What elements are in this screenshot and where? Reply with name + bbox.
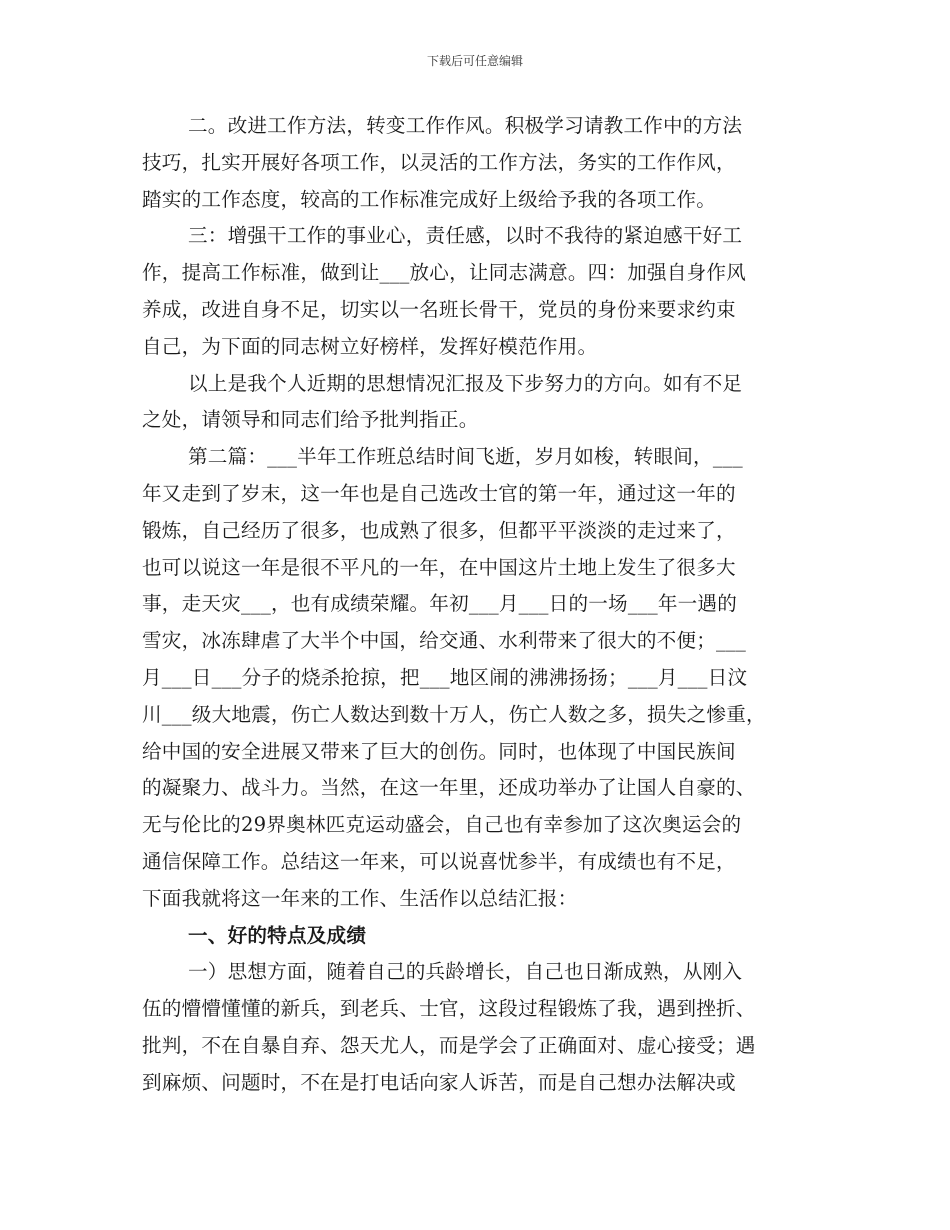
text-line: 给中国的安全进展又带来了巨大的创伤。同时，也体现了中国民族间 <box>142 739 736 763</box>
text-line: 通信保障工作。总结这一年来，可以说喜忧参半，有成绩也有不足， <box>142 849 736 873</box>
text-line: 事，走天灾___，也有成绩荣耀。年初___月___日的一场___年一遇的 <box>142 592 738 616</box>
text-line: 到麻烦、问题时，不在是打电话向家人诉苦，而是自己想办法解决或 <box>142 1070 736 1094</box>
text-line: 之处，请领导和同志们给予批判指正。 <box>142 408 479 432</box>
text-line: 也可以说这一年是很不平凡的一年，在中国这片土地上发生了很多大 <box>142 555 736 579</box>
text-line: 锻炼，自己经历了很多，也成熟了很多，但都平平淡淡的走过来了， <box>142 518 736 542</box>
text-line: 二。改进工作方法，转变工作作风。积极学习请教工作中的方法 <box>188 114 743 137</box>
text-line: 踏实的工作态度，较高的工作标准完成好上级给予我的各项工作。 <box>142 187 717 211</box>
text-line: 下面我就将这一年来的工作、生活作以总结汇报： <box>142 886 578 910</box>
text-line: 年又走到了岁末，这一年也是自己选改士官的第一年，通过这一年的 <box>142 481 736 505</box>
text-line: 以上是我个人近期的思想情况汇报及下步努力的方向。如有不足 <box>188 371 743 395</box>
text-line: 第二篇：___半年工作班总结时间飞逝，岁月如梭，转眼间，___ <box>188 445 743 469</box>
document-body <box>142 108 814 1102</box>
section-heading: 一、好的特点及成绩 <box>188 923 367 947</box>
text-line: 川___级大地震，伤亡人数达到数十万人，伤亡人数之多，损失之惨重， <box>142 702 766 726</box>
text-line: 养成，改进自身不足，切实以一名班长骨干，党员的身份来要求约束 <box>142 297 736 321</box>
text-line: 伍的懵懵懂懂的新兵，到老兵、士官，这段过程锻炼了我，遇到挫折、 <box>142 997 756 1021</box>
text-line: 作，提高工作标准，做到让___放心，让同志满意。四：加强自身作风 <box>142 261 747 285</box>
text-line: 三：增强干工作的事业心，责任感，以时不我待的紧迫感干好工 <box>188 224 743 248</box>
page-header: 下载后可任意编辑 <box>426 54 523 68</box>
text-line: 一）思想方面，随着自己的兵龄增长，自己也日渐成熟，从刚入 <box>188 960 743 984</box>
text-line: 技巧，扎实开展好各项工作，以灵活的工作方法，务实的工作作风， <box>142 150 736 174</box>
text-line: 月___日___分子的烧杀抢掠，把___地区闹的沸沸扬扬；___月___日汶 <box>142 665 748 689</box>
text-line: 雪灾，冰冻肆虐了大半个中国，给交通、水利带来了很大的不便；___ <box>142 629 747 653</box>
text-line: 批判，不在自暴自弃、怨天尤人，而是学会了正确面对、虚心接受；遇 <box>142 1033 756 1057</box>
text-line: 自己，为下面的同志树立好榜样，发挥好模范作用。 <box>142 334 598 358</box>
text-line: 无与伦比的29界奥林匹克运动盛会，自己也有幸参加了这次奥运会的 <box>142 813 742 837</box>
text-line: 的凝聚力、战斗力。当然，在这一年里，还成功举办了让国人自豪的、 <box>142 776 756 800</box>
